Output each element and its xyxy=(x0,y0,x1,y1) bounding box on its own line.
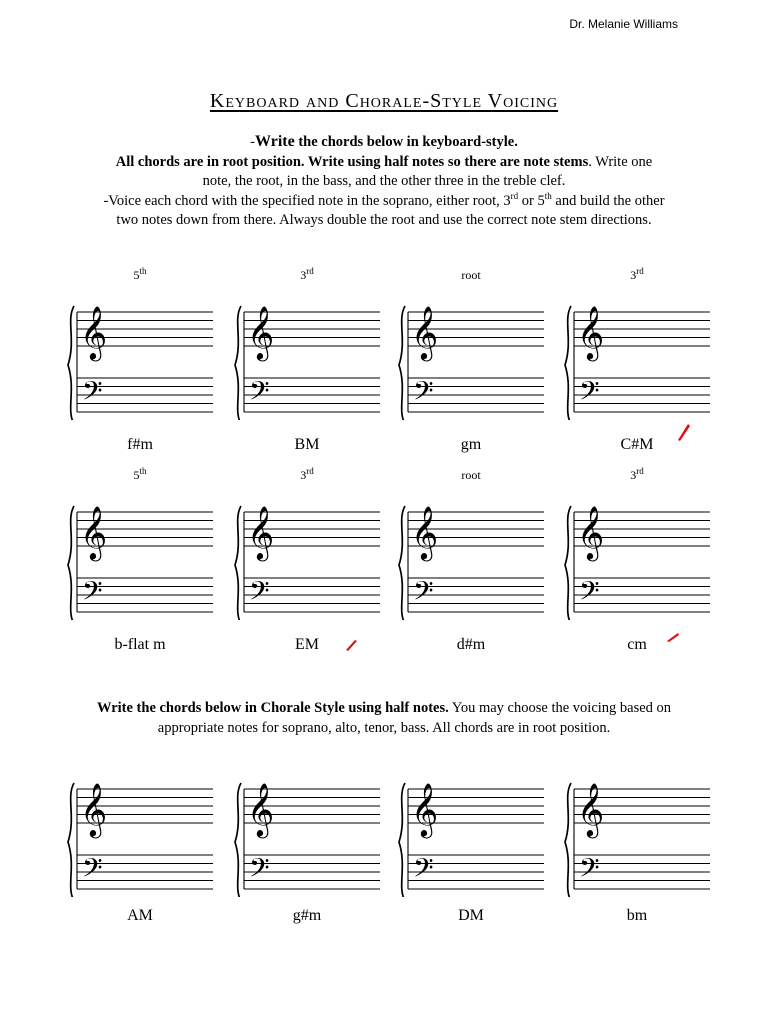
brace-icon xyxy=(68,783,74,897)
brace-icon xyxy=(235,783,241,897)
chorale-instructions xyxy=(80,698,688,738)
bass-clef-icon: 𝄢 xyxy=(82,375,103,413)
treble-clef-icon: 𝄞 xyxy=(577,505,605,559)
chord-label: EM xyxy=(295,636,319,653)
keyboard-exercise xyxy=(65,466,215,653)
brace-icon xyxy=(565,783,571,897)
voicing-label: 3rd xyxy=(630,266,644,282)
keyboard-exercise xyxy=(396,268,546,453)
keyboard-exercise xyxy=(232,266,382,453)
brace-icon xyxy=(399,506,405,620)
treble-clef-icon: 𝄞 xyxy=(80,305,108,359)
bass-clef-icon: 𝄢 xyxy=(249,375,270,413)
bass-clef-icon: 𝄢 xyxy=(82,575,103,613)
instr-line2-bold: All chords are in root position. Write using half notes so there are note stems xyxy=(115,153,589,170)
page-title: Keyboard and Chorale-Style Voicing xyxy=(209,90,559,112)
bass-clef-icon: 𝄢 xyxy=(579,575,600,613)
grand-staff xyxy=(65,767,215,897)
treble-clef-icon: 𝄞 xyxy=(80,782,108,836)
brace-icon xyxy=(565,306,571,420)
brace-icon xyxy=(399,783,405,897)
keyboard-exercise xyxy=(562,266,712,453)
bass-clef-icon: 𝄢 xyxy=(249,852,270,890)
instr-line3-sup2: th xyxy=(544,190,552,201)
bass-clef-icon: 𝄢 xyxy=(579,852,600,890)
grand-staff xyxy=(65,490,215,620)
treble-clef-icon: 𝄞 xyxy=(80,505,108,559)
treble-clef-icon: 𝄞 xyxy=(411,505,439,559)
brace-icon xyxy=(68,506,74,620)
chorale-instr-bold: Write the chords below in Chorale Style using half notes. xyxy=(96,700,449,716)
treble-clef-icon: 𝄞 xyxy=(247,305,275,359)
chord-label: BM xyxy=(294,436,320,453)
instr-line1-rest: the chords below in keyboard-style. xyxy=(294,134,518,150)
chord-label: DM xyxy=(458,907,484,924)
keyboard-exercise xyxy=(562,466,712,653)
chorale-exercise xyxy=(65,745,215,924)
chorale-instr-rest: You may choose the voicing based on appropriate notes for soprano, alto, tenor, bass. All chords are in root position. xyxy=(157,700,672,736)
chord-label: d#m xyxy=(456,636,486,653)
grand-staff xyxy=(562,290,712,420)
chord-label: cm xyxy=(627,636,647,653)
bass-clef-icon: 𝄢 xyxy=(413,575,434,613)
chord-label: C#M xyxy=(620,436,654,453)
voicing-label: 3rd xyxy=(630,466,644,482)
chord-label: g#m xyxy=(292,907,322,924)
instr-line3-sup1: rd xyxy=(510,190,519,201)
brace-icon xyxy=(235,306,241,420)
instr-line2-rest: . Write one note, the root, in the bass, and the other three in the treble clef. xyxy=(202,153,653,189)
chord-label: bm xyxy=(626,907,648,924)
brace-icon xyxy=(235,506,241,620)
check-mark-icon xyxy=(342,636,362,654)
voicing-label: 3rd xyxy=(300,266,314,282)
grand-staff xyxy=(562,767,712,897)
grand-staff xyxy=(65,290,215,420)
grand-staff xyxy=(232,767,382,897)
voicing-label: 5th xyxy=(133,266,147,282)
bass-clef-icon: 𝄢 xyxy=(579,375,600,413)
instr-line3-part1: -Voice each chord with the specified note in the soprano, either root, 3 xyxy=(103,192,511,209)
keyboard-exercise xyxy=(396,468,546,653)
chorale-exercise xyxy=(396,745,546,924)
keyboard-exercise xyxy=(65,266,215,453)
treble-clef-icon: 𝄞 xyxy=(577,305,605,359)
treble-clef-icon: 𝄞 xyxy=(247,505,275,559)
brace-icon xyxy=(68,306,74,420)
bass-clef-icon: 𝄢 xyxy=(413,375,434,413)
voicing-label: 3rd xyxy=(300,466,314,482)
grand-staff xyxy=(232,290,382,420)
instr-line3-part3: and build the other two notes down from there. Always double the root and use the correct note stem directions. xyxy=(116,192,665,228)
chord-label: b-flat m xyxy=(114,636,166,653)
grand-staff xyxy=(396,290,546,420)
bass-clef-icon: 𝄢 xyxy=(82,852,103,890)
brace-icon xyxy=(565,506,571,620)
check-mark-icon xyxy=(674,420,694,444)
check-mark-icon xyxy=(664,628,684,646)
treble-clef-icon: 𝄞 xyxy=(411,782,439,836)
grand-staff xyxy=(396,767,546,897)
chord-label: AM xyxy=(127,907,153,924)
grand-staff xyxy=(232,490,382,620)
grand-staff xyxy=(396,490,546,620)
author-name: Dr. Melanie Williams xyxy=(569,17,678,31)
chorale-exercise xyxy=(562,745,712,924)
voicing-label: 5th xyxy=(133,466,147,482)
chord-label: f#m xyxy=(127,436,153,453)
voicing-label: root xyxy=(461,468,481,482)
voicing-label: root xyxy=(461,268,481,282)
grand-staff xyxy=(562,490,712,620)
instr-line1-bold: Write xyxy=(255,133,295,150)
keyboard-exercise xyxy=(232,466,382,653)
brace-icon xyxy=(399,306,405,420)
keyboard-instructions xyxy=(100,132,668,231)
instr-line1-prefix: - xyxy=(250,134,255,150)
treble-clef-icon: 𝄞 xyxy=(247,782,275,836)
instr-line3-part2: or 5 xyxy=(518,192,545,209)
treble-clef-icon: 𝄞 xyxy=(411,305,439,359)
chord-label: gm xyxy=(460,436,482,453)
bass-clef-icon: 𝄢 xyxy=(413,852,434,890)
chorale-exercise xyxy=(232,745,382,924)
treble-clef-icon: 𝄞 xyxy=(577,782,605,836)
bass-clef-icon: 𝄢 xyxy=(249,575,270,613)
